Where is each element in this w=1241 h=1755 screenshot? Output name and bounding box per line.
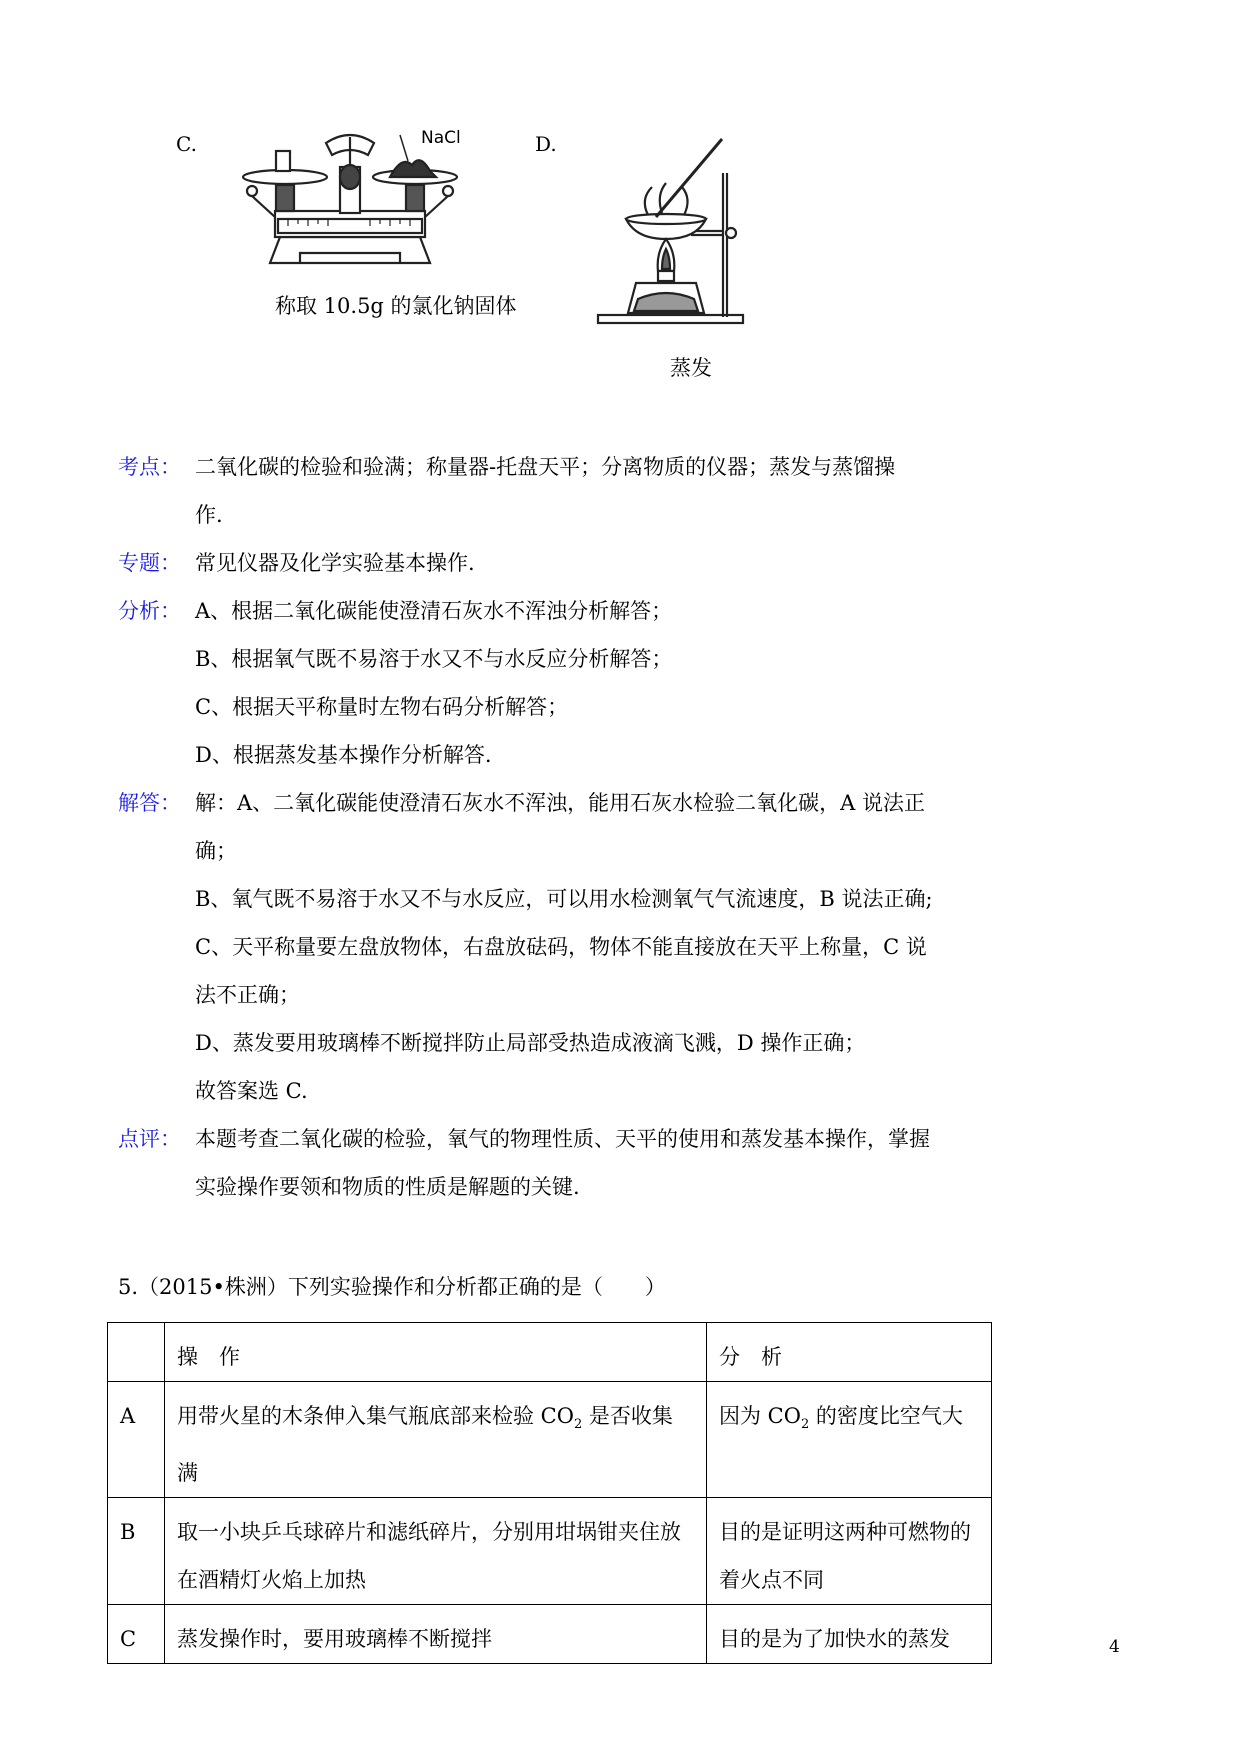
question-5-table	[107, 1322, 992, 1664]
zhuanti-tag: 专题：	[118, 551, 181, 575]
table-row	[108, 1382, 992, 1498]
jieda-tag: 解答：	[118, 791, 181, 815]
fenxi-line: C、根据天平称量时左物右码分析解答；	[195, 695, 569, 719]
kaodian-line-2: 作.	[195, 503, 223, 527]
header-cell-analysis: 分 析	[707, 1323, 992, 1382]
kaodian-line-1: 二氧化碳的检验和验满；称量器-托盘天平；分离物质的仪器；蒸发与蒸馏操	[195, 455, 896, 479]
row-analysis: 目的是证明这两种可燃物的 着火点不同	[707, 1498, 992, 1605]
row-operation: 取一小块乒乓球碎片和滤纸碎片，分别用坩埚钳夹住放 在酒精灯火焰上加热	[165, 1498, 707, 1605]
header-cell-operation: 操 作	[165, 1323, 707, 1382]
fenxi-tag: 分析：	[118, 599, 181, 623]
dianping-line-1: 本题考查二氧化碳的检验，氧气的物理性质、天平的使用和蒸发基本操作，掌握	[195, 1127, 930, 1151]
jieda-line: C、天平称量要左盘放物体，右盘放砝码，物体不能直接放在天平上称量，C 说	[195, 935, 927, 959]
fenxi-line: B、根据氧气既不易溶于水又不与水反应分析解答；	[195, 647, 673, 671]
option-c-label: C.	[176, 132, 197, 156]
table-header-row	[108, 1323, 992, 1382]
option-d-label: D.	[535, 132, 557, 156]
question-5-title: 5.（2015•株洲）下列实验操作和分析都正确的是（ ）	[118, 1275, 666, 1299]
caption-d: 蒸发	[670, 356, 712, 380]
zhuanti-text: 常见仪器及化学实验基本操作.	[195, 551, 475, 575]
evaporation-figure	[596, 135, 756, 330]
nacl-label: NaCl	[421, 128, 461, 148]
page-number: 4	[1109, 1637, 1120, 1657]
row-label: A	[108, 1382, 165, 1498]
jieda-line: D、蒸发要用玻璃棒不断搅拌防止局部受热造成液滴飞溅，D 操作正确；	[195, 1031, 866, 1055]
table-row	[108, 1498, 992, 1605]
fenxi-line: D、根据蒸发基本操作分析解答.	[195, 743, 492, 767]
table-row	[108, 1605, 992, 1664]
row-label: B	[108, 1498, 165, 1605]
row-label: C	[108, 1605, 165, 1664]
jieda-line: 确；	[195, 839, 237, 863]
jieda-line: 故答案选 C.	[195, 1079, 308, 1103]
jieda-line: 解：A、二氧化碳能使澄清石灰水不浑浊，能用石灰水检验二氧化碳，A 说法正	[195, 791, 926, 815]
jieda-line: 法不正确；	[195, 983, 300, 1007]
fenxi-line: A、根据二氧化碳能使澄清石灰水不浑浊分析解答；	[195, 599, 673, 623]
row-analysis: 目的是为了加快水的蒸发	[707, 1605, 992, 1664]
jieda-line: B、氧气既不易溶于水又不与水反应，可以用水检测氧气气流速度，B 说法正确;	[195, 887, 933, 911]
dianping-line-2: 实验操作要领和物质的性质是解题的关键.	[195, 1175, 580, 1199]
row-operation: 蒸发操作时，要用玻璃棒不断搅拌	[165, 1605, 707, 1664]
dianping-tag: 点评：	[118, 1127, 181, 1151]
kaodian-tag: 考点：	[118, 455, 181, 479]
header-cell-label	[108, 1323, 165, 1382]
row-operation: 用带火星的木条伸入集气瓶底部来检验 $CO_2$ 是否收集 满	[165, 1382, 707, 1498]
caption-c: 称取 10.5g 的氯化钠固体	[275, 294, 517, 318]
row-analysis: 因为 $CO_2$ 的密度比空气大	[707, 1382, 992, 1498]
